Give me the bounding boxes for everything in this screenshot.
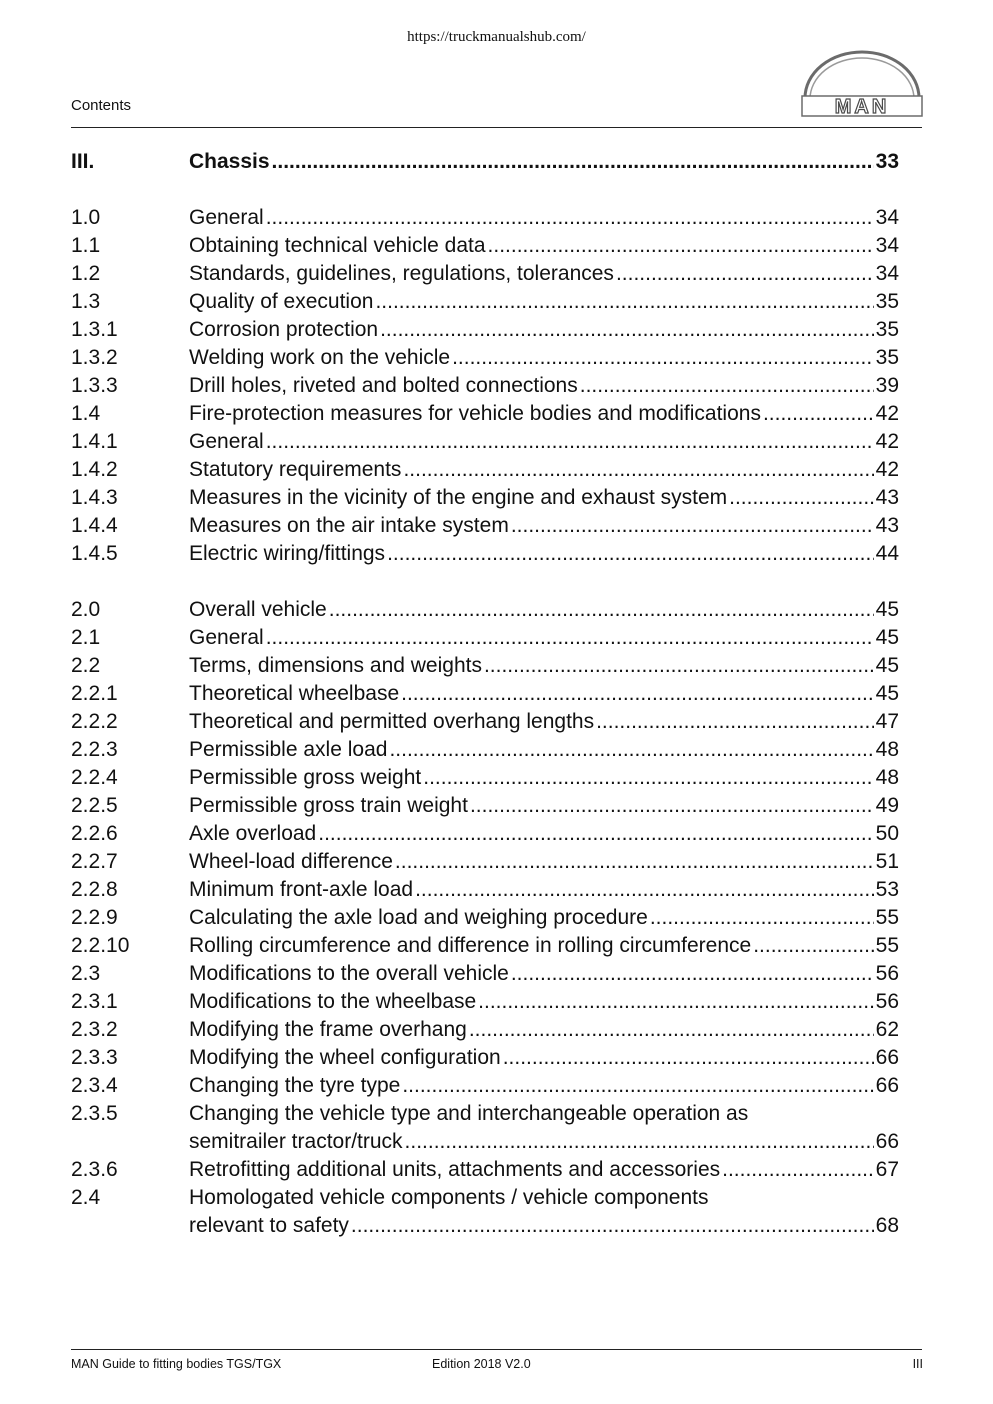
leader-dots [405, 1128, 874, 1156]
toc-entry-number: 1.4.4 [71, 514, 118, 537]
toc-entry-title: Quality of execution [189, 290, 374, 313]
toc-entry [71, 540, 899, 568]
leader-dots [511, 960, 874, 988]
toc-entry [71, 932, 899, 960]
toc-entry [71, 680, 899, 708]
toc-entry-number: 2.4 [71, 1186, 101, 1209]
toc-entry-title: Permissible gross weight [189, 766, 422, 789]
leader-dots [469, 1016, 874, 1044]
leader-dots [650, 904, 874, 932]
toc-entry-number: 2.2 [71, 654, 101, 677]
leader-dots [266, 624, 874, 652]
toc-entry [71, 204, 899, 232]
toc-entry [71, 792, 899, 820]
toc-entry-page: 51 [875, 850, 899, 873]
toc-entry-page: 45 [875, 598, 899, 621]
toc-entry-number: 1.4.5 [71, 542, 118, 565]
toc-entry-continuation [71, 1212, 899, 1240]
toc-entry-title: Obtaining technical vehicle data [189, 234, 486, 257]
toc-entry-number: 1.4 [71, 402, 101, 425]
toc-entry-number: 2.3.1 [71, 990, 118, 1013]
man-logo [801, 50, 923, 118]
leader-dots [580, 372, 874, 400]
leader-dots [401, 680, 874, 708]
toc-entry-title: General [189, 206, 264, 229]
leader-dots [488, 232, 874, 260]
toc-entry-number: 2.2.10 [71, 934, 130, 957]
leader-dots [266, 204, 874, 232]
toc-entry [71, 372, 899, 400]
toc-entry-number: 2.1 [71, 626, 101, 649]
toc-entry-title: Homologated vehicle components / vehicle components [189, 1186, 709, 1209]
toc-entry-page: 48 [875, 766, 899, 789]
footer-page-number: III [912, 1357, 923, 1371]
toc-entry-title: Theoretical and permitted overhang lengths [189, 710, 595, 733]
toc-section-page: 33 [875, 150, 899, 173]
footer-edition: Edition 2018 V2.0 [432, 1357, 531, 1371]
toc-entry [71, 428, 899, 456]
toc-entry-number: 1.0 [71, 206, 101, 229]
table-of-contents [71, 148, 899, 1240]
header-divider [71, 127, 922, 128]
toc-entry [71, 400, 899, 428]
toc-entry-number: 2.3.4 [71, 1074, 118, 1097]
toc-entry-title: Standards, guidelines, regulations, tolerances [189, 262, 614, 285]
toc-entry-page: 34 [875, 262, 899, 285]
leader-dots [387, 540, 874, 568]
leader-dots [402, 1072, 873, 1100]
leader-dots [423, 764, 873, 792]
toc-entry-number: 1.4.3 [71, 486, 118, 509]
toc-entry [71, 1016, 899, 1044]
toc-entry-number: 2.3.3 [71, 1046, 118, 1069]
toc-entry [71, 876, 899, 904]
toc-entry-title: Terms, dimensions and weights [189, 654, 482, 677]
toc-entry-title: Modifying the frame overhang [189, 1018, 467, 1041]
toc-entry-page: 43 [875, 486, 899, 509]
toc-entry-page: 34 [875, 234, 899, 257]
leader-dots [596, 708, 874, 736]
toc-section-number: III. [71, 150, 95, 173]
toc-entry-continuation [71, 1128, 899, 1156]
toc-entry-title: Modifications to the wheelbase [189, 990, 477, 1013]
leader-dots [478, 988, 873, 1016]
leader-dots [722, 1156, 874, 1184]
leader-dots [753, 932, 873, 960]
toc-entry-page: 35 [875, 290, 899, 313]
toc-entry-title: Drill holes, riveted and bolted connections [189, 374, 578, 397]
toc-entry-title-continued: relevant to safety [189, 1214, 349, 1237]
leader-dots [452, 344, 874, 372]
toc-entry-page: 34 [875, 206, 899, 229]
toc-entry-title-continued: semitrailer tractor/truck [189, 1130, 403, 1153]
toc-entry-number: 2.2.5 [71, 794, 118, 817]
toc-entry [71, 848, 899, 876]
toc-entry [71, 316, 899, 344]
toc-entry-page: 66 [875, 1130, 899, 1153]
toc-entry [71, 960, 899, 988]
toc-entry [71, 652, 899, 680]
leader-dots [375, 288, 873, 316]
toc-entry-title: Retrofitting additional units, attachments and accessories [189, 1158, 721, 1181]
toc-entry-page: 43 [875, 514, 899, 537]
toc-entry-title: Statutory requirements [189, 458, 402, 481]
toc-entry-page: 53 [875, 878, 899, 901]
toc-entry-page: 42 [875, 430, 899, 453]
toc-entry-title: Overall vehicle [189, 598, 327, 621]
leader-dots [329, 596, 874, 624]
toc-entry-number: 2.2.2 [71, 710, 118, 733]
toc-entry-number: 1.4.2 [71, 458, 118, 481]
toc-entry-title: General [189, 626, 264, 649]
toc-entry-title: Changing the tyre type [189, 1074, 401, 1097]
leader-dots [318, 820, 873, 848]
toc-entry-page: 35 [875, 346, 899, 369]
leader-dots [266, 428, 874, 456]
toc-entry [71, 1156, 899, 1184]
toc-entry-number: 2.3.6 [71, 1158, 118, 1181]
toc-entry-number: 1.1 [71, 234, 101, 257]
toc-entry-number: 2.3 [71, 962, 101, 985]
leader-dots [616, 260, 874, 288]
toc-entry-page: 56 [875, 990, 899, 1013]
leader-dots [729, 484, 874, 512]
toc-entry-number: 2.2.9 [71, 906, 118, 929]
toc-entry [71, 1072, 899, 1100]
toc-entry-page: 67 [875, 1158, 899, 1181]
toc-entry-title: Welding work on the vehicle [189, 346, 451, 369]
toc-entry [71, 260, 899, 288]
toc-entry-title: Wheel-load difference [189, 850, 393, 873]
toc-entry-page: 49 [875, 794, 899, 817]
page-header-title: Contents [71, 97, 132, 114]
toc-entry-page: 55 [875, 906, 899, 929]
toc-entry-page: 50 [875, 822, 899, 845]
toc-entry-number: 1.3.1 [71, 318, 118, 341]
toc-entry-title: Minimum front-axle load [189, 878, 414, 901]
leader-dots [389, 736, 873, 764]
toc-entry [71, 904, 899, 932]
toc-entry-page: 35 [875, 318, 899, 341]
leader-dots [511, 512, 874, 540]
leader-dots [272, 148, 874, 176]
toc-entry [71, 1100, 899, 1128]
toc-entry-page: 44 [875, 542, 899, 565]
leader-dots [403, 456, 873, 484]
leader-dots [415, 876, 874, 904]
toc-entry [71, 736, 899, 764]
footer-divider [71, 1349, 922, 1350]
toc-entry-title: Fire-protection measures for vehicle bodies and modifications [189, 402, 761, 425]
toc-entry-title: Calculating the axle load and weighing procedure [189, 906, 648, 929]
toc-entry-page: 68 [875, 1214, 899, 1237]
toc-entry-title: Corrosion protection [189, 318, 379, 341]
source-url: https://truckmanualshub.com/ [407, 29, 586, 45]
toc-section-title: Chassis [189, 150, 270, 173]
toc-entry-page: 45 [875, 626, 899, 649]
toc-entry [71, 1184, 899, 1212]
toc-entry [71, 344, 899, 372]
toc-entry [71, 484, 899, 512]
toc-entry [71, 232, 899, 260]
toc-entry [71, 1044, 899, 1072]
toc-entry-title: Theoretical wheelbase [189, 682, 400, 705]
toc-entry-page: 66 [875, 1074, 899, 1097]
logo-text: MAN [834, 96, 890, 118]
toc-entry-title: Modifications to the overall vehicle [189, 962, 509, 985]
leader-dots [484, 652, 874, 680]
toc-entry [71, 512, 899, 540]
toc-entry-title: Permissible gross train weight [189, 794, 468, 817]
toc-entry [71, 624, 899, 652]
leader-dots [763, 400, 874, 428]
leader-dots [351, 1212, 874, 1240]
toc-entry-number: 1.4.1 [71, 430, 118, 453]
toc-entry-number: 2.2.6 [71, 822, 118, 845]
toc-entry-number: 1.3 [71, 290, 101, 313]
toc-entry-title: Changing the vehicle type and interchangeable operation as [189, 1102, 749, 1125]
toc-entry-title: General [189, 430, 264, 453]
toc-entry-title: Permissible axle load [189, 738, 388, 761]
toc-entry-page: 45 [875, 654, 899, 677]
toc-entry-number: 2.2.1 [71, 682, 118, 705]
toc-entry [71, 456, 899, 484]
toc-entry-page: 47 [875, 710, 899, 733]
toc-entry-title: Rolling circumference and difference in rolling circumference [189, 934, 752, 957]
toc-entry-title: Axle overload [189, 822, 317, 845]
toc-entry-page: 66 [875, 1046, 899, 1069]
toc-entry-title: Measures on the air intake system [189, 514, 509, 537]
toc-entry-page: 45 [875, 682, 899, 705]
toc-entry-number: 2.0 [71, 598, 101, 621]
toc-entry-number: 2.3.2 [71, 1018, 118, 1041]
toc-section-row [71, 148, 899, 176]
toc-entry-page: 39 [875, 374, 899, 397]
toc-entry [71, 988, 899, 1016]
toc-entry-number: 1.3.3 [71, 374, 118, 397]
toc-entry-title: Measures in the vicinity of the engine and exhaust system [189, 486, 728, 509]
leader-dots [503, 1044, 874, 1072]
toc-entry-page: 62 [875, 1018, 899, 1041]
toc-entry-title: Modifying the wheel configuration [189, 1046, 501, 1069]
toc-entry-page: 55 [875, 934, 899, 957]
toc-entry [71, 764, 899, 792]
toc-entry-number: 1.2 [71, 262, 101, 285]
toc-entry-title: Electric wiring/fittings [189, 542, 386, 565]
toc-entry-number: 2.2.8 [71, 878, 118, 901]
footer-document-title: MAN Guide to fitting bodies TGS/TGX [71, 1357, 282, 1371]
leader-dots [380, 316, 874, 344]
toc-entry-number: 1.3.2 [71, 346, 118, 369]
toc-entry-number: 2.2.7 [71, 850, 118, 873]
toc-entry-page: 42 [875, 402, 899, 425]
toc-entry [71, 820, 899, 848]
toc-entry [71, 288, 899, 316]
toc-entry-number: 2.2.3 [71, 738, 118, 761]
leader-dots [470, 792, 874, 820]
toc-entry [71, 596, 899, 624]
leader-dots [395, 848, 874, 876]
toc-entry [71, 708, 899, 736]
toc-entry-number: 2.3.5 [71, 1102, 118, 1125]
toc-entry-page: 56 [875, 962, 899, 985]
toc-entry-number: 2.2.4 [71, 766, 118, 789]
toc-entry-page: 42 [875, 458, 899, 481]
toc-entry-page: 48 [875, 738, 899, 761]
